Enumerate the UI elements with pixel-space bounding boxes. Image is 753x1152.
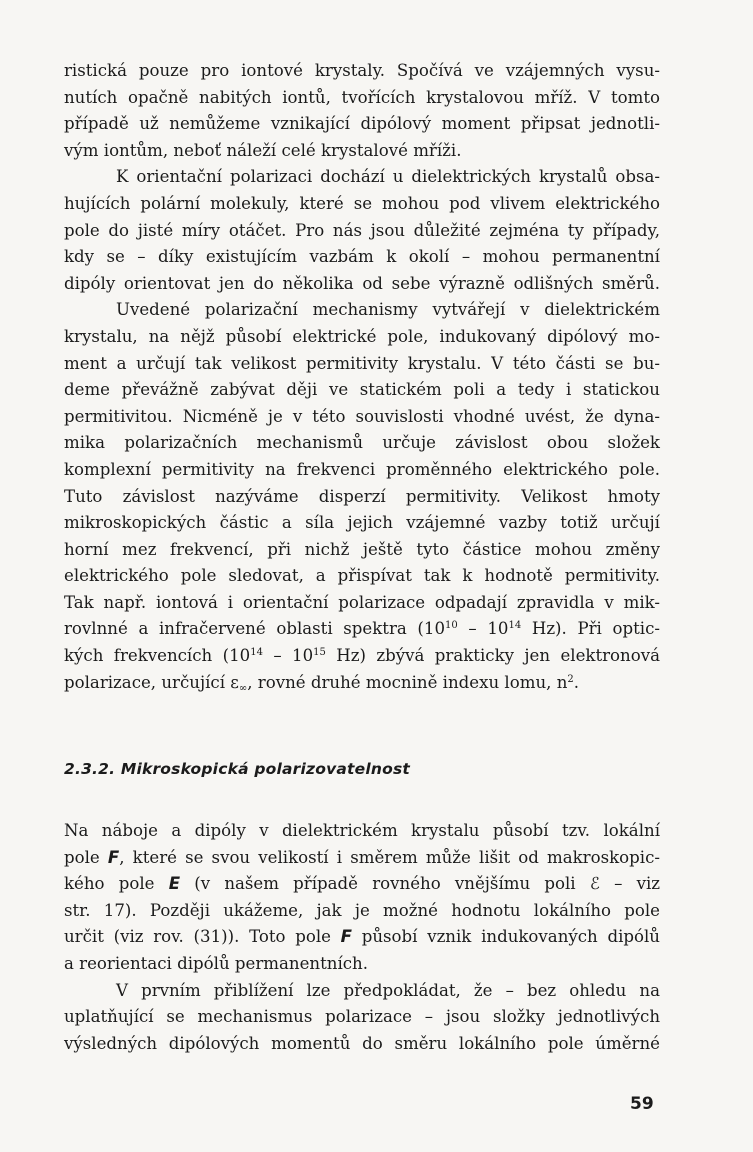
vector-symbol: E	[168, 874, 181, 894]
text-line: a reorientaci dipólů permanentních.	[64, 953, 369, 973]
text-line-with-symbols	[64, 670, 660, 697]
text-line: ristická pouze pro iontové krystaly. Spočívá ve vzájemných vysu-	[64, 61, 660, 80]
body-text-top	[64, 58, 660, 696]
paragraph-1	[64, 58, 660, 164]
exponent: 10	[445, 620, 458, 632]
text-fragment: – 10	[262, 646, 314, 666]
subscript: ∞	[238, 682, 248, 694]
text-line: Uvedené polarizační mechanismy vytvářejí v dielektrickém	[116, 300, 660, 320]
vector-symbol: F	[340, 927, 353, 947]
exponent: 14	[250, 647, 263, 659]
text-line: horní mez frekvencí, při nichž ještě tyto částice mohou změny	[64, 539, 660, 559]
text-line	[64, 924, 660, 951]
text-line: V prvním přiblížení lze předpokládat, že – bez ohledu na	[116, 980, 660, 1000]
text-fragment: (v našem případě rovného vnějšímu poli ℰ – viz	[180, 874, 660, 894]
text-line: kdy se – díky existujícím vazbám k okolí – mohou permanentní	[64, 247, 660, 267]
text-line: pole do jisté míry otáčet. Pro nás jsou důležité zejména ty případy,	[64, 220, 660, 240]
text-line: elektrického pole sledovat, a přispívat tak k hodnotě permitivity.	[64, 566, 660, 586]
text-fragment: působí vznik indukovaných dipólů	[352, 927, 660, 947]
page-number: 59	[630, 1094, 654, 1114]
text-line: nutích opačně nabitých iontů, tvořících krystalovou mříž. V tomto	[64, 87, 660, 107]
text-line: Tuto závislost nazýváme disperzí permitivity. Velikost hmoty	[64, 486, 660, 506]
text-line: ment a určují tak velikost permitivity krystalu. V této části se bu-	[64, 353, 660, 373]
text-fragment: určit (viz rov. (31)). Toto pole	[64, 927, 341, 947]
section-heading: 2.3.2. Mikroskopická polarizovatelnost	[64, 760, 411, 778]
text-line: K orientační polarizaci dochází u dielektrických krystalů obsa-	[116, 167, 660, 187]
text-fragment: Hz) zbývá prakticky jen elektronová	[325, 646, 660, 666]
text-line: mika polarizačních mechanismů určuje závislost obou složek	[64, 433, 660, 453]
text-line: hujících polární molekuly, které se mohou pod vlivem elektrického	[64, 193, 660, 213]
text-fragment: pole	[64, 847, 108, 867]
text-line: výsledných dipólových momentů do směru lokálního pole úměrné	[64, 1033, 660, 1053]
text-fragment: kého pole	[64, 874, 169, 894]
text-fragment: .	[573, 672, 580, 692]
exponent: 2	[567, 673, 574, 685]
text-line: krystalu, na nějž působí elektrické pole, indukovaný dipólový mo-	[64, 326, 660, 346]
text-fragment: – 10	[457, 619, 509, 639]
exponent: 15	[313, 647, 326, 659]
text-fragment: kých frekvencích (10	[64, 646, 251, 666]
text-line: mikroskopických částic a síla jejich vzájemné vazby totiž určují	[64, 513, 660, 533]
text-line: komplexní permitivity na frekvenci proměnného elektrického pole.	[64, 459, 660, 479]
text-line-with-exponents	[64, 616, 660, 643]
text-fragment: , rovné druhé mocnině indexu lomu, n	[247, 672, 568, 692]
text-line: vým iontům, neboť náleží celé krystalové mříži.	[64, 140, 462, 160]
text-line: dipóly orientovat jen do několika od sebe výrazně odlišných směrů.	[64, 273, 660, 293]
paragraph-2	[64, 164, 660, 297]
vector-symbol: F	[107, 847, 120, 867]
text-line: permitivitou. Nicméně je v této souvislosti vhodné uvést, že dyna-	[64, 406, 660, 426]
text-line: případě už nemůžeme vznikající dipólový moment připsat jednotli-	[64, 114, 660, 134]
text-line	[64, 845, 660, 872]
text-fragment: rovlnné a infračervené oblasti spektra (10	[64, 619, 446, 639]
text-fragment: , které se svou velikostí i směrem může lišit od makroskopic-	[119, 847, 661, 867]
text-line: uplatňující se mechanismus polarizace – jsou složky jednotlivých	[64, 1007, 660, 1027]
text-line-with-exponents	[64, 643, 660, 670]
body-text-bottom	[64, 818, 660, 1057]
text-line: deme převážně zabývat ději ve statickém poli a tedy i statickou	[64, 380, 660, 400]
text-line: Tak např. iontová i orientační polarizace odpadají zpravidla v mik-	[64, 592, 660, 612]
paragraph-3	[64, 297, 660, 696]
paragraph-5	[64, 978, 660, 1058]
text-line	[64, 871, 660, 898]
paragraph-4	[64, 818, 660, 978]
text-fragment: polarizace, určující ε	[64, 672, 239, 692]
exponent: 14	[508, 620, 522, 632]
text-line: Na náboje a dipóly v dielektrickém krystalu působí tzv. lokální	[64, 821, 660, 840]
text-fragment: Hz). Při optic-	[521, 619, 660, 639]
text-line: str. 17). Později ukážeme, jak je možné hodnotu lokálního pole	[64, 900, 660, 920]
